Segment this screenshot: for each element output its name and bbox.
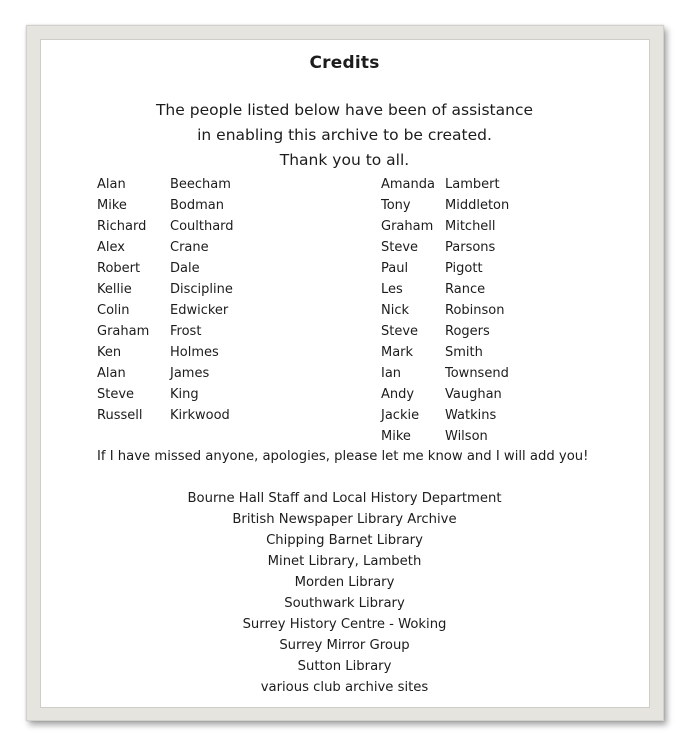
organisation-item: Bourne Hall Staff and Local History Department (187, 491, 502, 506)
first-name: Graham (381, 219, 434, 234)
last-name: King (170, 387, 199, 402)
first-name: Jackie (381, 408, 420, 423)
organisation-item: Southwark Library (284, 596, 405, 611)
last-name: Parsons (445, 240, 496, 255)
right-first-names (381, 174, 435, 447)
first-name: Tony (381, 198, 411, 213)
last-name: Coulthard (170, 219, 234, 234)
organisation-item: Surrey Mirror Group (279, 638, 410, 653)
intro-line: The people listed below have been of assistance (155, 101, 534, 119)
intro-line: in enabling this archive to be created. (197, 126, 492, 144)
first-name: Steve (381, 324, 419, 339)
last-name: Kirkwood (170, 408, 230, 423)
last-name: Dale (170, 261, 200, 276)
first-name: Ian (381, 366, 402, 381)
first-name: Mike (97, 198, 127, 213)
last-name: Smith (445, 345, 483, 360)
first-name: Alan (97, 366, 126, 381)
last-name: Rogers (445, 324, 490, 339)
first-name: Colin (97, 303, 130, 318)
organisation-item: various club archive sites (260, 680, 429, 695)
last-name: Wilson (445, 429, 488, 444)
organisation-item: Surrey History Centre - Woking (242, 617, 447, 632)
first-name: Mike (381, 429, 411, 444)
last-name: Discipline (170, 282, 233, 297)
organisation-list (0, 488, 689, 698)
first-name: Amanda (381, 177, 435, 192)
last-name: Middleton (445, 198, 510, 213)
first-name: Steve (97, 387, 135, 402)
last-name: Rance (445, 282, 486, 297)
last-name: James (170, 366, 210, 381)
first-name: Les (381, 282, 403, 297)
last-name: Edwicker (170, 303, 229, 318)
last-name: Beecham (170, 177, 231, 192)
first-name: Robert (97, 261, 141, 276)
last-name: Lambert (445, 177, 500, 192)
right-last-names (445, 174, 509, 447)
organisation-item: British Newspaper Library Archive (232, 512, 457, 527)
first-name: Andy (381, 387, 415, 402)
organisation-item: Morden Library (294, 575, 395, 590)
last-name: Mitchell (445, 219, 496, 234)
last-name: Townsend (445, 366, 509, 381)
last-name: Bodman (170, 198, 224, 213)
left-last-names (170, 174, 234, 426)
first-name: Steve (381, 240, 419, 255)
first-name: Alan (97, 177, 126, 192)
first-name: Graham (97, 324, 150, 339)
missed-note: If I have missed anyone, apologies, please let me know and I will add you! (97, 449, 589, 464)
first-name: Nick (381, 303, 410, 318)
first-name: Mark (381, 345, 414, 360)
organisation-item: Minet Library, Lambeth (267, 554, 422, 569)
organisation-item: Chipping Barnet Library (266, 533, 423, 548)
first-name: Kellie (97, 282, 132, 297)
first-name: Paul (381, 261, 409, 276)
last-name: Robinson (445, 303, 505, 318)
first-name: Richard (97, 219, 147, 234)
intro-line: Thank you to all. (279, 151, 410, 169)
last-name: Holmes (170, 345, 219, 360)
last-name: Pigott (445, 261, 483, 276)
last-name: Vaughan (445, 387, 502, 402)
page-title: Credits (309, 53, 380, 73)
first-name: Alex (97, 240, 125, 255)
last-name: Crane (170, 240, 209, 255)
first-name: Russell (97, 408, 143, 423)
last-name: Watkins (445, 408, 497, 423)
first-name: Ken (97, 345, 122, 360)
organisation-item: Sutton Library (297, 659, 392, 674)
left-first-names (97, 174, 149, 426)
last-name: Frost (170, 324, 202, 339)
